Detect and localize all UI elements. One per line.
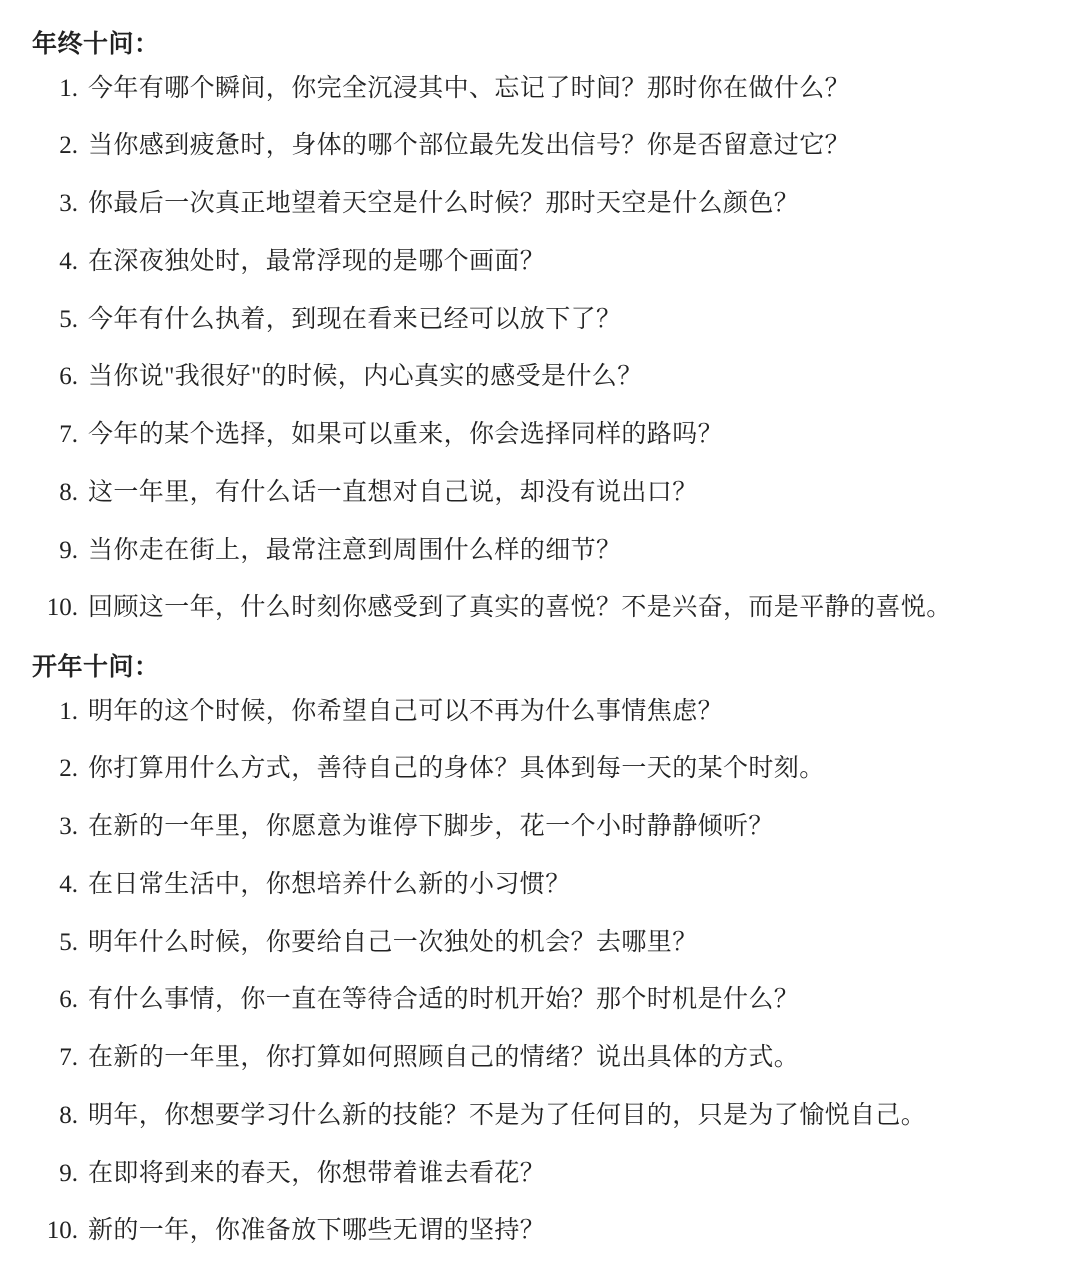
list-item: [26, 810, 1054, 844]
list-item-number: 8.: [59, 478, 78, 506]
list-item-number: 4.: [59, 870, 78, 898]
list-item-text: 在新的一年里，你愿意为谁停下脚步，花一个小时静静倾听？: [88, 813, 774, 840]
list-item-number: 9.: [59, 1159, 78, 1187]
list-item: [26, 360, 1054, 394]
list-item: [26, 187, 1054, 221]
list-item-text: 当你说"我很好"的时候，内心真实的感受是什么？: [88, 363, 643, 391]
list-item: [26, 1157, 1054, 1191]
list-item: [26, 418, 1054, 452]
list-item-text: 这一年里，有什么话一直想对自己说，却没有说出口？: [88, 478, 698, 506]
list-item-number: 8.: [59, 1101, 78, 1129]
list-item: [26, 1041, 1054, 1075]
section-title: 开年十问：: [32, 654, 160, 681]
list-item-number: 1.: [59, 697, 78, 725]
section-title: 年终十问：: [32, 31, 160, 58]
list-item-number: 3.: [59, 813, 78, 840]
list-item-number: 6.: [59, 363, 78, 391]
list-item-text: 你打算用什么方式，善待自己的身体？具体到每一天的某个时刻。: [88, 755, 825, 783]
section-year-start: [26, 649, 1054, 1248]
list-item-text: 在日常生活中，你想培养什么新的小习惯？: [88, 870, 571, 898]
list-item-number: 6.: [59, 986, 78, 1014]
list-item-text: 在即将到来的春天，你想带着谁去看花？: [88, 1159, 546, 1187]
list-item-number: 7.: [59, 1044, 78, 1071]
list-item-number: 10.: [46, 594, 78, 622]
list-item-number: 7.: [59, 421, 78, 448]
list-item-number: 2.: [59, 132, 78, 160]
question-list: [26, 695, 1054, 1249]
list-item: [26, 983, 1054, 1017]
list-item-text: 在深夜独处时，最常浮现的是哪个画面？: [88, 247, 546, 275]
list-item-text: 今年的某个选择，如果可以重来，你会选择同样的路吗？: [88, 421, 724, 448]
list-item-text: 明年，你想要学习什么新的技能？不是为了任何目的，只是为了愉悦自己。: [88, 1101, 927, 1129]
list-item-number: 4.: [59, 247, 78, 275]
list-item: [26, 591, 1054, 625]
list-item-text: 今年有哪个瞬间，你完全沉浸其中、忘记了时间？那时你在做什么？: [88, 74, 851, 102]
list-item: [26, 926, 1054, 960]
list-item: [26, 695, 1054, 729]
list-item-number: 2.: [59, 755, 78, 783]
list-item-text: 在新的一年里，你打算如何照顾自己的情绪？说出具体的方式。: [88, 1044, 800, 1071]
list-item: [26, 868, 1054, 902]
list-item: [26, 534, 1054, 568]
list-item-text: 你最后一次真正地望着天空是什么时候？那时天空是什么颜色？: [88, 190, 800, 217]
list-item: [26, 752, 1054, 786]
list-item: [26, 129, 1054, 163]
list-item: [26, 1214, 1054, 1248]
list-item: [26, 72, 1054, 106]
section-year-end: [26, 26, 1054, 625]
list-item-number: 1.: [59, 74, 78, 102]
list-item: [26, 245, 1054, 279]
list-item-text: 有什么事情，你一直在等待合适的时机开始？那个时机是什么？: [88, 986, 800, 1014]
list-item-text: 新的一年，你准备放下哪些无谓的坚持？: [88, 1217, 546, 1245]
list-item-number: 9.: [59, 536, 78, 564]
list-item-number: 5.: [59, 928, 78, 956]
list-item-text: 当你走在街上，最常注意到周围什么样的细节？: [88, 536, 622, 564]
list-item-text: 回顾这一年，什么时刻你感受到了真实的喜悦？不是兴奋，而是平静的喜悦。: [88, 594, 952, 622]
list-item: [26, 1099, 1054, 1133]
list-item-text: 今年有什么执着，到现在看来已经可以放下了？: [88, 305, 622, 333]
question-list: [26, 72, 1054, 626]
list-item-text: 当你感到疲惫时，身体的哪个部位最先发出信号？你是否留意过它？: [88, 132, 851, 160]
list-item-number: 5.: [59, 305, 78, 333]
list-item-number: 10.: [46, 1217, 78, 1245]
list-item: [26, 476, 1054, 510]
list-item-text: 明年的这个时候，你希望自己可以不再为什么事情焦虑？: [88, 697, 724, 725]
list-item-text: 明年什么时候，你要给自己一次独处的机会？去哪里？: [88, 928, 698, 956]
list-item-number: 3.: [59, 190, 78, 217]
list-item: [26, 303, 1054, 337]
